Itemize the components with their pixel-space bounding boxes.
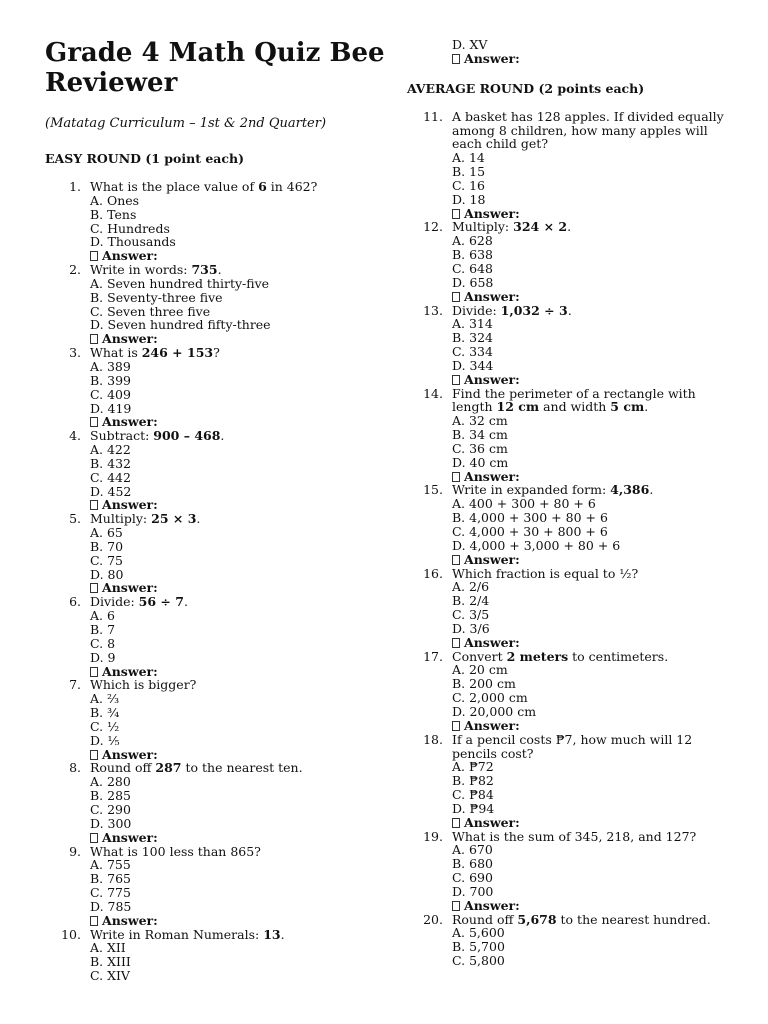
answer-option: D. ⅕ — [90, 732, 120, 748]
question-text — [452, 830, 737, 844]
question-text — [452, 483, 737, 497]
question-text — [452, 110, 737, 152]
answer-option: C. 409 — [90, 386, 131, 402]
checkbox-icon — [452, 555, 460, 565]
question-emphasis: 900 – 468 — [153, 428, 221, 444]
question-text — [90, 429, 390, 443]
question-fragment: . — [196, 511, 201, 527]
answer-label: Answer: — [102, 746, 158, 762]
question-fragment: Divide: — [90, 594, 139, 610]
question-text — [90, 263, 390, 277]
answer-option: C. XIV — [90, 968, 130, 984]
answer-line — [90, 665, 390, 679]
answer-option: A. ₱72 — [452, 759, 494, 775]
question-item — [407, 387, 737, 484]
question-fragment: . — [217, 262, 222, 278]
checkbox-icon — [90, 251, 98, 261]
question-text — [90, 346, 390, 360]
answer-option: B. 5,700 — [452, 939, 505, 955]
question-item — [407, 483, 737, 566]
question-text — [452, 304, 737, 318]
answer-option: A. 2/6 — [452, 579, 490, 595]
answer-option: C. 290 — [90, 801, 131, 817]
title-line-2: Reviewer — [45, 68, 178, 98]
answer-option: A. Seven hundred thirty-five — [90, 275, 270, 291]
question-text — [90, 595, 390, 609]
question-fragment: Write in Roman Numerals: — [90, 926, 264, 942]
question-text — [452, 567, 737, 581]
answer-line — [90, 748, 390, 762]
answer-option: A. 755 — [90, 857, 131, 873]
answer-label: Answer: — [102, 497, 158, 513]
question-fragment: Round off — [452, 911, 518, 927]
document-subtitle: (Matatag Curriculum – 1st & 2nd Quarter) — [45, 116, 327, 131]
question-number: 6. — [69, 594, 81, 610]
answer-option: A. 422 — [90, 442, 131, 458]
question-fragment: to the nearest hundred. — [556, 911, 711, 927]
answer-line — [90, 249, 390, 263]
answer-option: C. 3/5 — [452, 607, 490, 623]
question-text — [90, 512, 390, 526]
answer-option: A. 314 — [452, 316, 493, 332]
question-fragment: in 462? — [266, 179, 318, 194]
question-text — [90, 928, 390, 942]
answer-option: D. 4,000 + 3,000 + 80 + 6 — [452, 537, 621, 553]
question-text — [90, 845, 390, 859]
answer-option: D. 344 — [452, 357, 494, 373]
answer-option: B. 15 — [452, 164, 486, 180]
question-emphasis: 735 — [191, 262, 218, 278]
answer-label: Answer: — [102, 663, 158, 679]
carry-over-question — [407, 38, 737, 66]
question-emphasis: 246 + 153 — [141, 345, 214, 361]
question-fragment: Which fraction is equal to ½? — [452, 565, 639, 581]
answer-line — [452, 636, 737, 650]
question-number: 14. — [423, 385, 443, 401]
checkbox-icon — [452, 292, 460, 302]
answer-option: A. 280 — [90, 774, 131, 790]
answer-option: C. 2,000 cm — [452, 690, 528, 706]
answer-label: Answer: — [102, 248, 158, 264]
answer-option: B. 432 — [90, 455, 131, 471]
answer-label: Answer: — [464, 634, 520, 650]
answer-label: Answer: — [464, 371, 520, 387]
answer-label: Answer: — [102, 912, 158, 928]
answer-line — [90, 332, 390, 346]
checkbox-icon — [90, 334, 98, 344]
answer-option: A. 65 — [90, 525, 123, 541]
answer-option: D. 40 cm — [452, 454, 509, 470]
answer-option: B. 638 — [452, 247, 493, 263]
right-column — [407, 38, 737, 968]
answer-option: D. Thousands — [90, 234, 176, 250]
question-fragment: Round off — [90, 760, 156, 776]
question-fragment: Multiply: — [452, 219, 514, 235]
answer-option: C. Hundreds — [90, 220, 170, 236]
answer-option: C. 16 — [452, 177, 485, 193]
answer-option: A. 32 cm — [452, 413, 508, 429]
question-text — [452, 650, 737, 664]
answer-option: C. 8 — [90, 635, 116, 651]
average-round-heading: AVERAGE ROUND (2 points each) — [407, 80, 645, 96]
checkbox-icon — [90, 667, 98, 677]
question-item — [407, 733, 737, 830]
answer-line — [452, 52, 737, 66]
question-text — [90, 180, 390, 194]
answer-label: Answer: — [464, 717, 520, 733]
question-fragment: What is the sum of 345, 218, and 127? — [452, 828, 697, 844]
checkbox-icon — [452, 721, 460, 731]
question-item — [407, 110, 737, 221]
question-emphasis: 25 × 3 — [151, 511, 197, 527]
answer-line — [452, 553, 737, 567]
answer-option: A. 20 cm — [452, 662, 508, 678]
answer-label: Answer: — [464, 50, 520, 66]
answer-option: B. 7 — [90, 622, 116, 637]
answer-label: Answer: — [102, 580, 158, 596]
answer-option: B. 765 — [90, 871, 131, 887]
answer-option: C. ₱84 — [452, 787, 494, 803]
question-item — [407, 650, 737, 733]
question-fragment: Which is bigger? — [90, 677, 197, 693]
checkbox-icon — [90, 583, 98, 593]
question-number: 10. — [61, 926, 81, 942]
answer-line — [90, 498, 390, 512]
answer-option: C. 36 cm — [452, 440, 508, 456]
question-item — [407, 220, 737, 303]
answer-line — [452, 719, 737, 733]
answer-line — [90, 415, 390, 429]
answer-option: B. 4,000 + 300 + 80 + 6 — [452, 510, 608, 526]
option-d: D. XV — [452, 37, 488, 52]
question-text — [452, 913, 737, 927]
question-fragment: to centimeters. — [568, 648, 669, 664]
question-number: 2. — [69, 262, 81, 278]
answer-option: A. 400 + 300 + 80 + 6 — [452, 496, 596, 512]
answer-line — [452, 373, 737, 387]
question-item — [45, 761, 390, 844]
question-number: 3. — [69, 345, 81, 361]
question-fragment: to the nearest ten. — [181, 760, 303, 776]
answer-option: A. 628 — [452, 233, 493, 249]
question-number: 13. — [423, 302, 443, 318]
answer-option: B. 70 — [90, 538, 124, 554]
question-number: 17. — [423, 648, 443, 664]
answer-option: B. 324 — [452, 330, 493, 346]
question-item — [407, 913, 737, 968]
checkbox-icon — [90, 833, 98, 843]
question-fragment: . — [649, 482, 654, 498]
question-number: 4. — [69, 428, 81, 444]
answer-label: Answer: — [102, 829, 158, 845]
answer-line — [452, 207, 737, 221]
answer-option: D. 80 — [90, 566, 124, 582]
question-item — [45, 512, 390, 595]
title-line-1: Grade 4 Math Quiz Bee — [45, 38, 385, 68]
answer-label: Answer: — [464, 897, 520, 913]
question-fragment: Find the perimeter of a rectangle with length — [452, 385, 696, 415]
answer-option: B. ¾ — [90, 705, 120, 721]
answer-line — [90, 914, 390, 928]
answer-option: D. Seven hundred fifty-three — [90, 317, 271, 333]
question-emphasis: 324 × 2 — [513, 219, 568, 235]
checkbox-icon — [452, 472, 460, 482]
answer-option: C. ½ — [90, 718, 120, 734]
question-fragment: ? — [213, 345, 220, 361]
question-number: 20. — [423, 911, 443, 927]
question-number: 12. — [423, 219, 443, 235]
answer-label: Answer: — [464, 551, 520, 567]
answer-option: C. 442 — [90, 469, 131, 485]
question-number: 7. — [69, 677, 81, 693]
average-question-list — [407, 110, 737, 968]
answer-line — [452, 816, 737, 830]
question-number: 8. — [69, 760, 81, 776]
question-emphasis: 56 ÷ 7 — [138, 594, 184, 610]
checkbox-icon — [90, 750, 98, 760]
question-number: 9. — [69, 843, 81, 859]
question-fragment: Convert — [452, 648, 507, 664]
answer-option: A. 389 — [90, 358, 131, 374]
answer-label: Answer: — [102, 331, 158, 347]
easy-round-heading: EASY ROUND (1 point each) — [45, 151, 244, 166]
answer-option: D. 419 — [90, 400, 132, 416]
answer-option: C. 648 — [452, 260, 493, 276]
easy-question-list — [45, 180, 390, 983]
question-text — [90, 678, 390, 692]
question-text — [452, 387, 737, 415]
checkbox-icon — [90, 417, 98, 427]
checkbox-icon — [90, 916, 98, 926]
answer-option: B. 680 — [452, 856, 493, 872]
question-emphasis: 2 meters — [506, 648, 569, 664]
question-fragment: What is the place value of — [90, 179, 259, 194]
question-number: 1. — [69, 179, 81, 194]
answer-label: Answer: — [464, 468, 520, 484]
question-number: 15. — [423, 482, 443, 498]
answer-label: Answer: — [464, 288, 520, 304]
left-column — [45, 38, 390, 983]
question-emphasis: 5,678 — [517, 911, 557, 927]
checkbox-icon — [452, 54, 460, 64]
question-item — [407, 567, 737, 650]
question-fragment: If a pencil costs ₱7, how much will 12 pencils cost? — [452, 731, 693, 761]
question-emphasis: 287 — [155, 760, 182, 776]
question-fragment: What is — [90, 345, 142, 361]
answer-option: B. 200 cm — [452, 676, 516, 692]
checkbox-icon — [452, 818, 460, 828]
question-item — [45, 595, 390, 678]
answer-option: D. 658 — [452, 274, 494, 290]
question-fragment: . — [567, 302, 572, 318]
answer-option: A. 6 — [90, 608, 115, 624]
question-text — [452, 733, 737, 761]
answer-option: D. 700 — [452, 883, 494, 899]
answer-option: A. ⅔ — [90, 691, 120, 707]
question-text — [452, 220, 737, 234]
answer-label: Answer: — [102, 414, 158, 430]
answer-option: B. ₱82 — [452, 773, 494, 789]
answer-line — [452, 470, 737, 484]
question-item — [45, 180, 390, 263]
question-fragment: Multiply: — [90, 511, 152, 527]
question-emphasis: 1,032 ÷ 3 — [500, 302, 568, 318]
question-item — [407, 830, 737, 913]
answer-line — [90, 831, 390, 845]
answer-option: A. 14 — [452, 150, 485, 166]
answer-option: C. 690 — [452, 870, 493, 886]
answer-option: D. 9 — [90, 649, 116, 665]
answer-option: B. 2/4 — [452, 593, 490, 609]
answer-option: B. 34 cm — [452, 427, 508, 443]
question-emphasis: 5 cm — [610, 399, 645, 415]
checkbox-icon — [452, 638, 460, 648]
question-number: 11. — [423, 108, 443, 124]
answer-option: A. 5,600 — [452, 925, 505, 941]
question-item — [407, 304, 737, 387]
answer-line — [452, 290, 737, 304]
question-fragment: and width — [539, 399, 611, 415]
answer-option: D. ₱94 — [452, 800, 495, 816]
answer-option: C. 334 — [452, 344, 493, 360]
answer-line — [90, 581, 390, 595]
answer-option: D. 3/6 — [452, 620, 490, 636]
question-emphasis: 13 — [263, 926, 281, 942]
question-number: 5. — [69, 511, 81, 527]
question-number: 18. — [423, 731, 443, 747]
answer-option: A. XII — [90, 940, 126, 956]
document-title — [45, 38, 390, 98]
question-fragment: What is 100 less than 865? — [90, 843, 261, 859]
question-emphasis: 12 cm — [496, 399, 540, 415]
answer-option: B. 399 — [90, 372, 131, 388]
answer-option: D. 18 — [452, 191, 486, 207]
question-text — [90, 761, 390, 775]
question-fragment: . — [183, 594, 188, 610]
question-fragment: Write in words: — [90, 262, 192, 278]
question-number: 19. — [423, 828, 443, 844]
question-emphasis: 6 — [258, 179, 267, 194]
answer-option: B. Seventy-three five — [90, 289, 223, 305]
question-item — [45, 845, 390, 928]
answer-option: C. 75 — [90, 552, 123, 568]
answer-option: D. 20,000 cm — [452, 703, 537, 719]
question-fragment: Divide: — [452, 302, 501, 318]
question-fragment: Write in expanded form: — [452, 482, 611, 498]
question-item — [45, 928, 390, 983]
checkbox-icon — [452, 901, 460, 911]
question-item — [45, 429, 390, 512]
answer-option: A. 670 — [452, 842, 493, 858]
question-item — [45, 678, 390, 761]
answer-label: Answer: — [464, 205, 520, 221]
checkbox-icon — [90, 500, 98, 510]
question-emphasis: 4,386 — [610, 482, 650, 498]
question-item — [45, 346, 390, 429]
question-number: 16. — [423, 565, 443, 581]
answer-option: C. 775 — [90, 885, 131, 901]
question-item — [45, 263, 390, 346]
question-fragment: A basket has 128 apples. If divided equally among 8 children, how many apples will each child get? — [452, 108, 724, 152]
checkbox-icon — [452, 209, 460, 219]
question-fragment: . — [567, 219, 572, 235]
answer-option: C. Seven three five — [90, 303, 211, 319]
answer-option: D. 300 — [90, 815, 132, 831]
answer-option: D. 452 — [90, 483, 132, 499]
answer-line — [452, 899, 737, 913]
question-fragment: Subtract: — [90, 428, 154, 444]
answer-option: B. Tens — [90, 206, 137, 222]
question-fragment: . — [644, 399, 649, 415]
answer-option: D. 785 — [90, 898, 132, 914]
answer-option: B. 285 — [90, 788, 131, 804]
answer-option: C. 4,000 + 30 + 800 + 6 — [452, 524, 608, 539]
checkbox-icon — [452, 375, 460, 385]
answer-option: C. 5,800 — [452, 953, 505, 969]
answer-option: B. XIII — [90, 954, 131, 970]
answer-label: Answer: — [464, 814, 520, 830]
question-fragment: . — [280, 926, 285, 942]
question-fragment: . — [220, 428, 225, 444]
answer-option: A. Ones — [90, 192, 140, 208]
